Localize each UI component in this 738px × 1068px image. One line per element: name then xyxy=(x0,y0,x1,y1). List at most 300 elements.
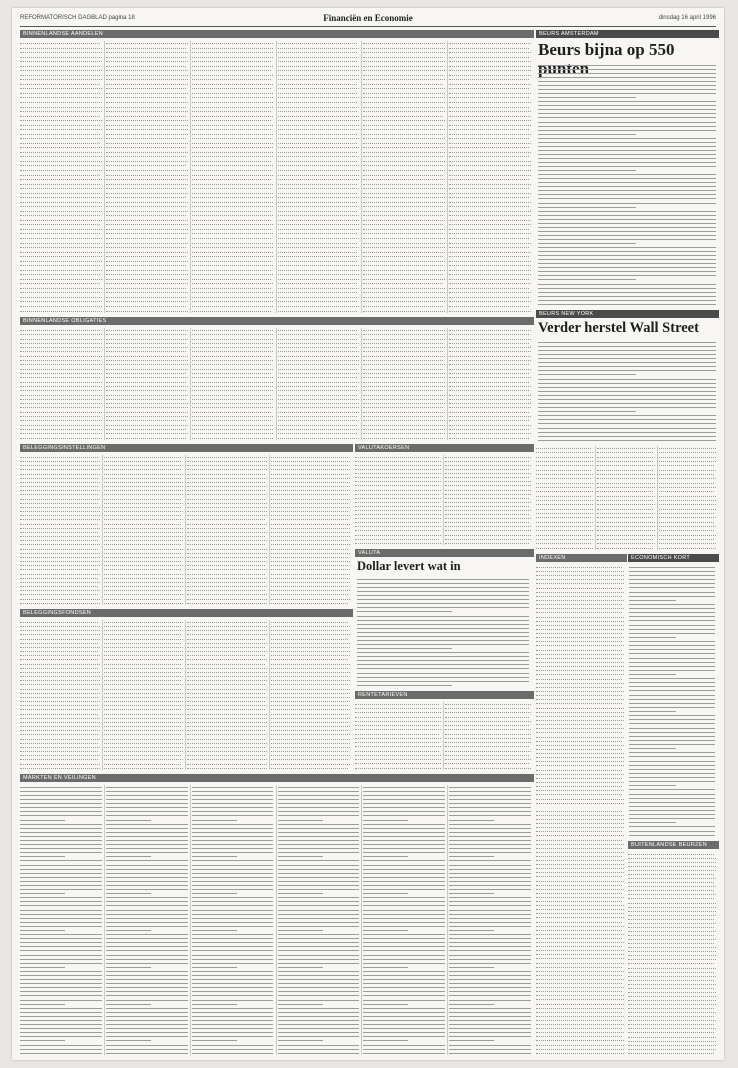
print-line xyxy=(659,513,714,514)
print-line xyxy=(104,549,184,550)
print-line xyxy=(192,390,274,391)
print-line xyxy=(20,48,102,49)
print-line xyxy=(192,1000,274,1001)
print-line xyxy=(357,636,529,637)
print-line xyxy=(659,457,716,458)
print-line xyxy=(357,644,529,645)
print-line xyxy=(278,311,358,312)
print-line xyxy=(629,818,715,819)
section-band-obligaties: BINNENLANDSE OBLIGATIES xyxy=(20,317,534,325)
print-line xyxy=(363,339,445,340)
print-line xyxy=(278,229,360,230)
print-line xyxy=(538,407,716,408)
print-line xyxy=(449,386,531,387)
print-line xyxy=(106,179,188,180)
print-line xyxy=(363,184,443,185)
print-line xyxy=(104,647,184,648)
print-line xyxy=(271,693,351,694)
print-line xyxy=(278,918,360,919)
print-line xyxy=(20,351,100,352)
print-line xyxy=(536,592,624,593)
print-line xyxy=(628,1045,716,1046)
print-line xyxy=(449,438,529,439)
print-line xyxy=(629,756,715,757)
print-line xyxy=(536,1053,624,1054)
print-line xyxy=(20,494,98,495)
print-line xyxy=(363,188,445,189)
print-line xyxy=(449,429,529,430)
print-line xyxy=(363,420,445,421)
print-line xyxy=(192,807,274,808)
print-line xyxy=(629,612,715,613)
print-line xyxy=(628,963,714,964)
print-line xyxy=(104,557,184,558)
print-line xyxy=(536,835,624,836)
print-line xyxy=(187,490,265,491)
print-line xyxy=(104,655,184,656)
print-line xyxy=(104,730,184,731)
print-line xyxy=(278,399,360,400)
print-line xyxy=(106,330,188,331)
print-line xyxy=(445,738,531,739)
print-line xyxy=(449,807,531,808)
print-line xyxy=(20,433,102,434)
print-line xyxy=(536,995,624,996)
print-line xyxy=(20,901,102,902)
print-line xyxy=(449,52,531,53)
print-line xyxy=(192,1008,274,1009)
print-line xyxy=(449,914,531,915)
print-line xyxy=(20,412,102,413)
print-line xyxy=(363,934,445,935)
print-line xyxy=(355,457,439,458)
print-line xyxy=(628,1016,714,1017)
print-line xyxy=(357,685,452,686)
print-line xyxy=(363,93,445,94)
print-line xyxy=(629,822,676,823)
article-amsterdam-body xyxy=(538,63,716,306)
print-line xyxy=(538,77,716,78)
print-line xyxy=(20,578,98,579)
column-divider xyxy=(276,785,277,1055)
print-line xyxy=(20,339,102,340)
print-line xyxy=(628,866,716,867)
print-line xyxy=(363,88,445,89)
print-line xyxy=(20,743,98,744)
print-line xyxy=(106,787,188,788)
print-line xyxy=(629,744,715,745)
print-line xyxy=(187,672,267,673)
print-line xyxy=(192,425,274,426)
print-line xyxy=(187,734,267,735)
print-line xyxy=(363,942,445,943)
print-line xyxy=(538,296,716,297)
print-line xyxy=(597,478,654,479)
print-line xyxy=(355,734,439,735)
print-line xyxy=(20,61,102,62)
print-line xyxy=(192,211,272,212)
print-line xyxy=(449,360,531,361)
print-line xyxy=(363,860,445,861)
print-line xyxy=(278,43,358,44)
print-line xyxy=(445,485,531,486)
markets-text-block xyxy=(20,785,531,1055)
print-line xyxy=(445,734,531,735)
print-line xyxy=(20,599,100,600)
print-line xyxy=(20,197,102,198)
print-line xyxy=(629,715,715,716)
print-line xyxy=(363,946,445,947)
print-line xyxy=(449,852,531,853)
print-line xyxy=(363,311,445,312)
print-line xyxy=(449,220,531,221)
print-line xyxy=(192,1012,274,1013)
print-line xyxy=(628,980,714,981)
text-column xyxy=(449,41,531,313)
print-line xyxy=(536,513,593,514)
print-line xyxy=(445,543,529,544)
print-line xyxy=(536,1012,622,1013)
print-line xyxy=(278,950,360,951)
print-line xyxy=(536,922,622,923)
print-line xyxy=(106,934,188,935)
bond-table-obligaties xyxy=(20,328,531,440)
print-line xyxy=(106,963,188,964)
print-line xyxy=(106,93,188,94)
print-line xyxy=(536,654,624,655)
print-line xyxy=(363,433,445,434)
column-divider xyxy=(104,41,105,313)
print-line xyxy=(187,574,265,575)
text-column xyxy=(278,328,360,440)
print-line xyxy=(20,561,100,562)
print-line xyxy=(20,881,102,882)
print-line xyxy=(106,261,188,262)
print-line xyxy=(106,339,188,340)
print-line xyxy=(104,626,182,627)
print-line xyxy=(192,983,274,984)
column-divider xyxy=(185,620,186,770)
print-line xyxy=(106,270,188,271)
print-line xyxy=(271,532,351,533)
print-line xyxy=(278,206,360,207)
print-line xyxy=(449,979,531,980)
print-line xyxy=(278,893,323,894)
print-line xyxy=(20,343,102,344)
print-line xyxy=(20,188,102,189)
print-line xyxy=(538,219,716,220)
print-line xyxy=(278,1040,323,1041)
print-line xyxy=(629,653,715,654)
print-line xyxy=(363,967,408,968)
print-line xyxy=(278,184,358,185)
print-line xyxy=(278,382,360,383)
text-column xyxy=(449,328,531,440)
print-line xyxy=(271,630,349,631)
print-line xyxy=(192,386,274,387)
print-line xyxy=(20,848,102,849)
print-line xyxy=(536,720,624,721)
print-line xyxy=(278,1000,360,1001)
print-line xyxy=(104,569,182,570)
print-line xyxy=(363,922,445,923)
print-line xyxy=(192,795,274,796)
print-line xyxy=(20,461,100,462)
print-line xyxy=(20,279,102,280)
print-line xyxy=(278,1020,360,1021)
print-line xyxy=(20,457,98,458)
print-line xyxy=(536,757,624,758)
print-line xyxy=(363,211,445,212)
print-line xyxy=(659,448,716,449)
print-line xyxy=(628,951,716,952)
print-line xyxy=(20,768,100,769)
print-line xyxy=(536,987,624,988)
text-column xyxy=(659,446,716,550)
print-line xyxy=(192,70,272,71)
print-line xyxy=(597,526,654,527)
print-line xyxy=(445,751,531,752)
print-line xyxy=(192,950,274,951)
print-line xyxy=(20,129,102,130)
print-line xyxy=(628,996,716,997)
print-line xyxy=(271,705,349,706)
print-line xyxy=(192,152,274,153)
print-line xyxy=(278,152,358,153)
print-line xyxy=(20,1020,102,1021)
print-line xyxy=(106,905,188,906)
print-line xyxy=(449,215,531,216)
wallstreet-quotes-table xyxy=(536,446,716,550)
print-line xyxy=(629,604,715,605)
print-line xyxy=(449,799,531,800)
print-line xyxy=(449,1000,531,1001)
print-line xyxy=(187,705,267,706)
print-line xyxy=(192,297,274,298)
print-line xyxy=(278,979,360,980)
print-line xyxy=(192,360,274,361)
print-line xyxy=(363,274,443,275)
print-line xyxy=(355,712,441,713)
print-line xyxy=(538,203,716,204)
print-line xyxy=(536,567,622,568)
print-line xyxy=(363,143,445,144)
print-line xyxy=(629,711,676,712)
print-line xyxy=(538,174,716,175)
print-line xyxy=(20,1053,102,1054)
print-line xyxy=(20,292,100,293)
print-line xyxy=(628,939,716,940)
print-line xyxy=(106,803,188,804)
print-line xyxy=(278,252,358,253)
print-line xyxy=(629,592,715,593)
print-line xyxy=(445,721,531,722)
print-line xyxy=(538,109,716,110)
text-column xyxy=(357,577,529,687)
print-line xyxy=(20,390,102,391)
print-line xyxy=(363,334,445,335)
print-line xyxy=(536,901,622,902)
print-line xyxy=(449,1012,531,1013)
print-line xyxy=(629,575,715,576)
print-line xyxy=(106,820,151,821)
print-line xyxy=(538,436,716,437)
print-line xyxy=(106,938,188,939)
print-line xyxy=(20,718,100,719)
print-line xyxy=(187,594,267,595)
print-line xyxy=(104,714,184,715)
investment-table xyxy=(20,455,350,605)
print-line xyxy=(192,412,272,413)
print-line xyxy=(363,856,408,857)
print-line xyxy=(449,364,529,365)
print-line xyxy=(192,107,274,108)
print-line xyxy=(538,81,716,82)
print-line xyxy=(363,971,445,972)
print-line xyxy=(538,235,716,236)
print-line xyxy=(192,165,274,166)
print-line xyxy=(355,725,439,726)
text-column xyxy=(20,328,102,440)
print-line xyxy=(20,705,98,706)
print-line xyxy=(104,726,182,727)
print-line xyxy=(20,377,100,378)
print-line xyxy=(106,75,188,76)
print-line xyxy=(192,930,237,931)
text-column xyxy=(192,328,274,440)
print-line xyxy=(106,84,188,85)
print-line xyxy=(536,930,622,931)
print-line xyxy=(363,373,445,374)
print-line xyxy=(363,238,445,239)
print-line xyxy=(187,655,265,656)
print-line xyxy=(106,930,151,931)
print-line xyxy=(445,457,531,458)
print-line xyxy=(363,1020,445,1021)
print-line xyxy=(363,107,443,108)
print-line xyxy=(536,461,593,462)
print-line xyxy=(106,959,188,960)
print-line xyxy=(536,633,622,634)
print-line xyxy=(357,599,529,600)
text-column xyxy=(449,785,531,1055)
print-line xyxy=(659,504,716,505)
print-line xyxy=(363,848,445,849)
print-line xyxy=(445,729,531,730)
print-line xyxy=(271,511,349,512)
print-line xyxy=(271,718,351,719)
print-line xyxy=(278,963,360,964)
print-line xyxy=(20,840,102,841)
print-line xyxy=(20,664,100,665)
print-line xyxy=(271,474,349,475)
print-line xyxy=(278,856,323,857)
print-line xyxy=(192,143,274,144)
print-line xyxy=(278,946,360,947)
print-line xyxy=(536,699,624,700)
print-line xyxy=(20,134,100,135)
print-line xyxy=(355,510,441,511)
print-line xyxy=(629,810,715,811)
print-line xyxy=(355,461,441,462)
section-band-newyork: BEURS NEW YORK xyxy=(536,310,719,318)
print-line xyxy=(355,522,439,523)
print-line xyxy=(538,399,716,400)
print-line xyxy=(449,811,531,812)
print-line xyxy=(106,364,188,365)
print-line xyxy=(192,979,274,980)
print-line xyxy=(104,718,182,719)
print-line xyxy=(449,351,531,352)
print-line xyxy=(363,120,445,121)
text-column xyxy=(20,785,102,1055)
print-line xyxy=(536,971,624,972)
print-line xyxy=(363,265,443,266)
print-line xyxy=(271,486,351,487)
print-line xyxy=(187,486,267,487)
print-line xyxy=(278,52,358,53)
print-line xyxy=(449,926,531,927)
section-band-amsterdam: BEURS AMSTERDAM xyxy=(536,30,719,38)
print-line xyxy=(106,279,188,280)
print-line xyxy=(449,1053,531,1054)
print-line xyxy=(20,582,100,583)
column-divider xyxy=(185,455,186,605)
print-line xyxy=(271,490,351,491)
interest-rates-table xyxy=(355,702,531,770)
print-line xyxy=(20,265,100,266)
print-line xyxy=(192,243,274,244)
print-line xyxy=(271,689,351,690)
print-line xyxy=(192,79,272,80)
print-line xyxy=(363,1016,445,1017)
print-line xyxy=(278,292,358,293)
print-line xyxy=(271,668,349,669)
print-line xyxy=(629,674,676,675)
print-line xyxy=(20,193,100,194)
print-line xyxy=(20,469,100,470)
print-line xyxy=(363,914,445,915)
print-line xyxy=(538,415,716,416)
print-line xyxy=(629,649,715,650)
column-divider xyxy=(276,328,277,440)
print-line xyxy=(278,202,358,203)
print-line xyxy=(20,311,102,312)
print-line xyxy=(278,247,360,248)
print-line xyxy=(449,170,531,171)
print-line xyxy=(278,88,360,89)
print-line xyxy=(363,807,445,808)
print-line xyxy=(20,594,98,595)
print-line xyxy=(278,364,360,365)
print-line xyxy=(536,539,593,540)
print-line xyxy=(20,347,102,348)
print-line xyxy=(271,544,351,545)
print-line xyxy=(357,656,529,657)
print-line xyxy=(629,789,715,790)
print-line xyxy=(449,143,531,144)
print-line xyxy=(20,889,102,890)
print-line xyxy=(271,751,349,752)
print-line xyxy=(192,43,274,44)
print-line xyxy=(538,182,716,183)
print-line xyxy=(278,84,358,85)
print-line xyxy=(536,604,622,605)
print-line xyxy=(20,787,102,788)
print-line xyxy=(106,946,188,947)
print-line xyxy=(271,553,351,554)
print-line xyxy=(106,188,186,189)
